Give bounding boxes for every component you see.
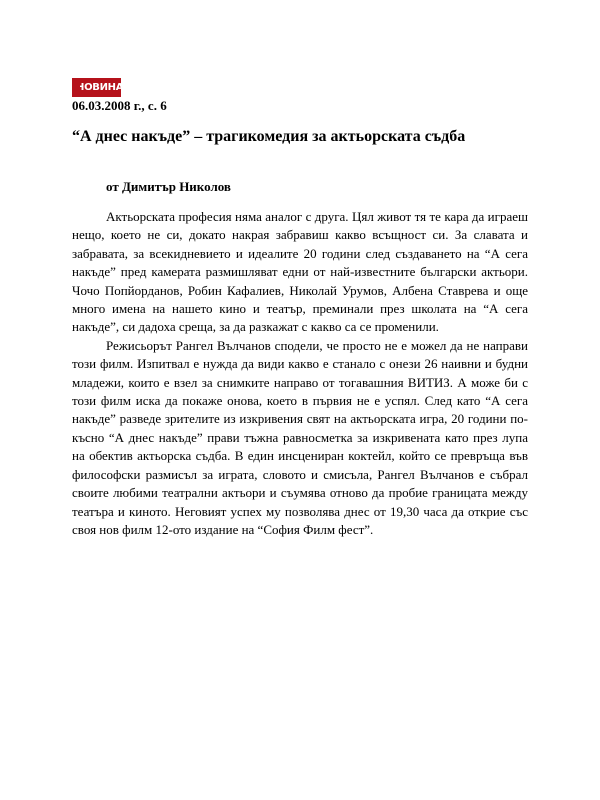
source-date-page: 06.03.2008 г., с. 6 [72,98,167,113]
article-byline: от Димитър Николов [106,179,231,194]
logo-text: НОВИНАР [76,81,131,93]
newspaper-logo [72,78,131,97]
article-body [72,208,528,539]
article-headline: “А днес накъде” – трагикомедия за актьорската съдба [72,128,466,145]
article-paragraph: Режисьорът Рангел Вълчанов сподели, че просто не е можел да не направи този филм. Изпитвал е нужда да види какво е станало с онези 26 наивни и будни младежи, които е взел за снимките направо от тогавашния ВИТИЗ. А може би с този филм иска да покаже онова, което в първия не е успял. След като “А сега накъде” разведе зрителите из изкривения свят на актьорската игра, 20 години по-късно “А днес накъде” прави тъжна равносметка за изкривената като през лупа на обектив актьорска съдба. В един инсцениран коктейл, който се превръща във философски размисъл за играта, словото и смисъла, Рангел Вълчанов е събрал своите любими театрални актьори и съумява отново да пробие границата между театъра и киното. Неговият успех му позволява днес от 19,30 часа да открие със своя нов филм 12-ото издание на “София Филм фест”. [72,337,528,537]
article-paragraph: Актьорската професия няма аналог с друга. Цял живот тя те кара да играеш нещо, което не си, докато накрая забравиш какво всъщност си. За славата и забравата, за всекидневието и идеалите 20 години след създаването на “А сега накъде” пред камерата размишляват едни от най-известните български актьори. Чочо Попйорданов, Робин Кафалиев, Николай Урумов, Албена Ставрева и още много имена на нашето кино и театър, преминали през школата на “А сега накъде”, си дадоха среща, за да разкажат с какво са се променили. [72,209,528,335]
